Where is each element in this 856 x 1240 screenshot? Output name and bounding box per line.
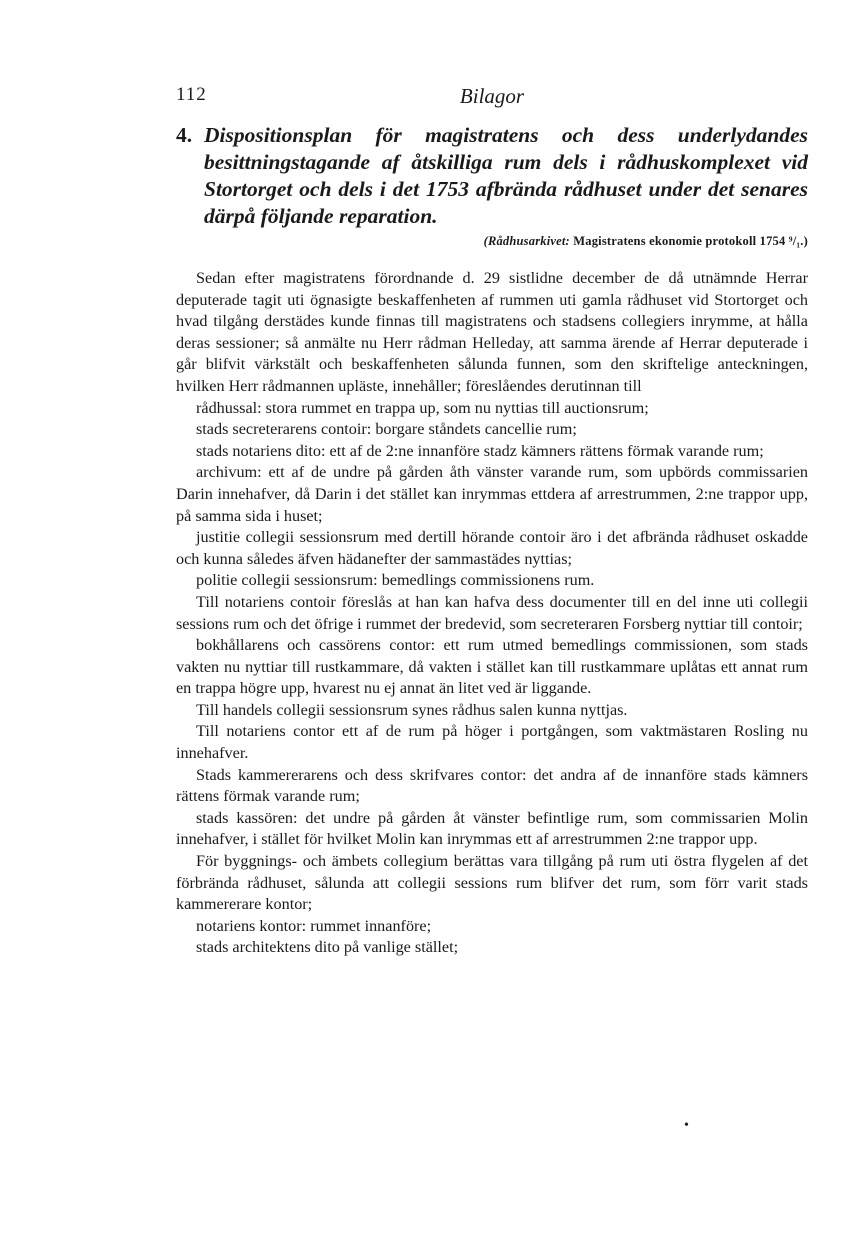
paragraph: justitie collegii sessionsrum med dertill hörande contoir äro i det afbrända rådhuset oskadde och kunna således äfven hädanefter der sammastädes nyttias; — [176, 528, 808, 568]
source-archive: (Rådhusarkivet: — [483, 234, 570, 248]
paragraph: Sedan efter magistratens förordnande d. 29 sistlidne december de då utnämnde Herrar deputerade tagit uti ögnasigte beskaffenheten af rummen uti gamla rådhuset vid Stortorget och hvad tilgång derstädes kunde finnas till magistratens och stadsens collegiers inrymme, at hålla deras sessioner; så anmälte nu Herr rådman Helleday, att samma ärende af Herrar deputerade i går blifvit värkstält och beskaffenheten sålunda funnen, som den skriftelige anteckningen, hvilken Herr rådmannen upläste, innehåller; föreslåendes derutinnan till — [176, 269, 808, 395]
paragraph: rådhussal: stora rummet en trappa up, som nu nyttias till auctionsrum; — [196, 398, 649, 417]
paragraph: bokhållarens och cassörens contor: ett rum utmed bemedlings commissionen, som stads vakten nu nyttiar till rustkammare, då vakten i stället kan till rustkammare uplåtas ett annat rum en trappa högre upp, hvarest nu ej annat än litet ved är liggande. — [176, 636, 808, 698]
appendix-heading — [176, 122, 808, 230]
paragraph: stads notariens dito: ett af de 2:ne innanföre stadz kämners rättens förmak varande rum; — [196, 441, 764, 460]
paragraph: För byggnings- och ämbets collegium berättas vara tillgång på rum uti östra flygelen af det förbrända rådhuset, sålunda att collegii sessions rum blifver det rum, som förr varit stads kammererare kontor; — [176, 852, 808, 914]
heading-text: Dispositionsplan för magistratens och dess underlydandes besittningstagande af åtskilliga rum dels i rådhuskomplexet vid Stortorget och dels i det 1753 afbrända rådhuset under det senares därpå följande reparation. — [204, 123, 808, 228]
running-title: Bilagor — [459, 84, 525, 108]
page-number: 112 — [176, 84, 207, 105]
running-head — [176, 84, 808, 110]
ink-mark-icon: • — [684, 1118, 689, 1133]
paragraph: Till notariens contor ett af de rum på höger i portgången, som vaktmästaren Rosling nu innehafver. — [176, 722, 808, 763]
paragraph: Till notariens contoir föreslås at han kan hafva dess documenter till en del inne uti collegii sessions rum och det öfrige i rummet der bredevid, som secreteraren Forsberg nyttiar till contoir; — [176, 592, 808, 633]
paragraph: politie collegii sessionsrum: bemedlings commissionens rum. — [196, 571, 595, 590]
paragraph: archivum: ett af de undre på gården åth vänster varande rum, som upbörds commissarien Darin innehafver, då Darin i det stället kan inrymmas ettdera af arrestrummen, 2:ne trappor upp, på samma sida i huset; — [176, 463, 808, 525]
paragraph: Till handels collegii sessionsrum synes rådhus salen kunna nyttjas. — [196, 700, 628, 719]
heading-number: 4. — [176, 123, 193, 147]
paragraph: stads architektens dito på vanlige stället; — [196, 938, 459, 957]
paragraph: notariens kontor: rummet innanföre; — [196, 916, 432, 935]
paragraph: Stads kammererarens och dess skrifvares contor: det andra af de innanföre stads kämners rättens förmak varande rum; — [176, 765, 808, 806]
source-citation — [484, 234, 808, 249]
body-text — [176, 268, 808, 959]
paragraph: stads kassören: det undre på gården åt vänster befintlige rum, som commissarien Molin innehafver, i stället för hvilket Molin kan inrymmas ett af arrestrummen 2:ne trappor upp. — [176, 808, 808, 849]
paragraph: stads secreterarens contoir: borgare ståndets cancellie rum; — [196, 420, 577, 439]
source-reference: Magistratens ekonomie protokoll 1754 ⁹/₁.) — [573, 234, 808, 248]
